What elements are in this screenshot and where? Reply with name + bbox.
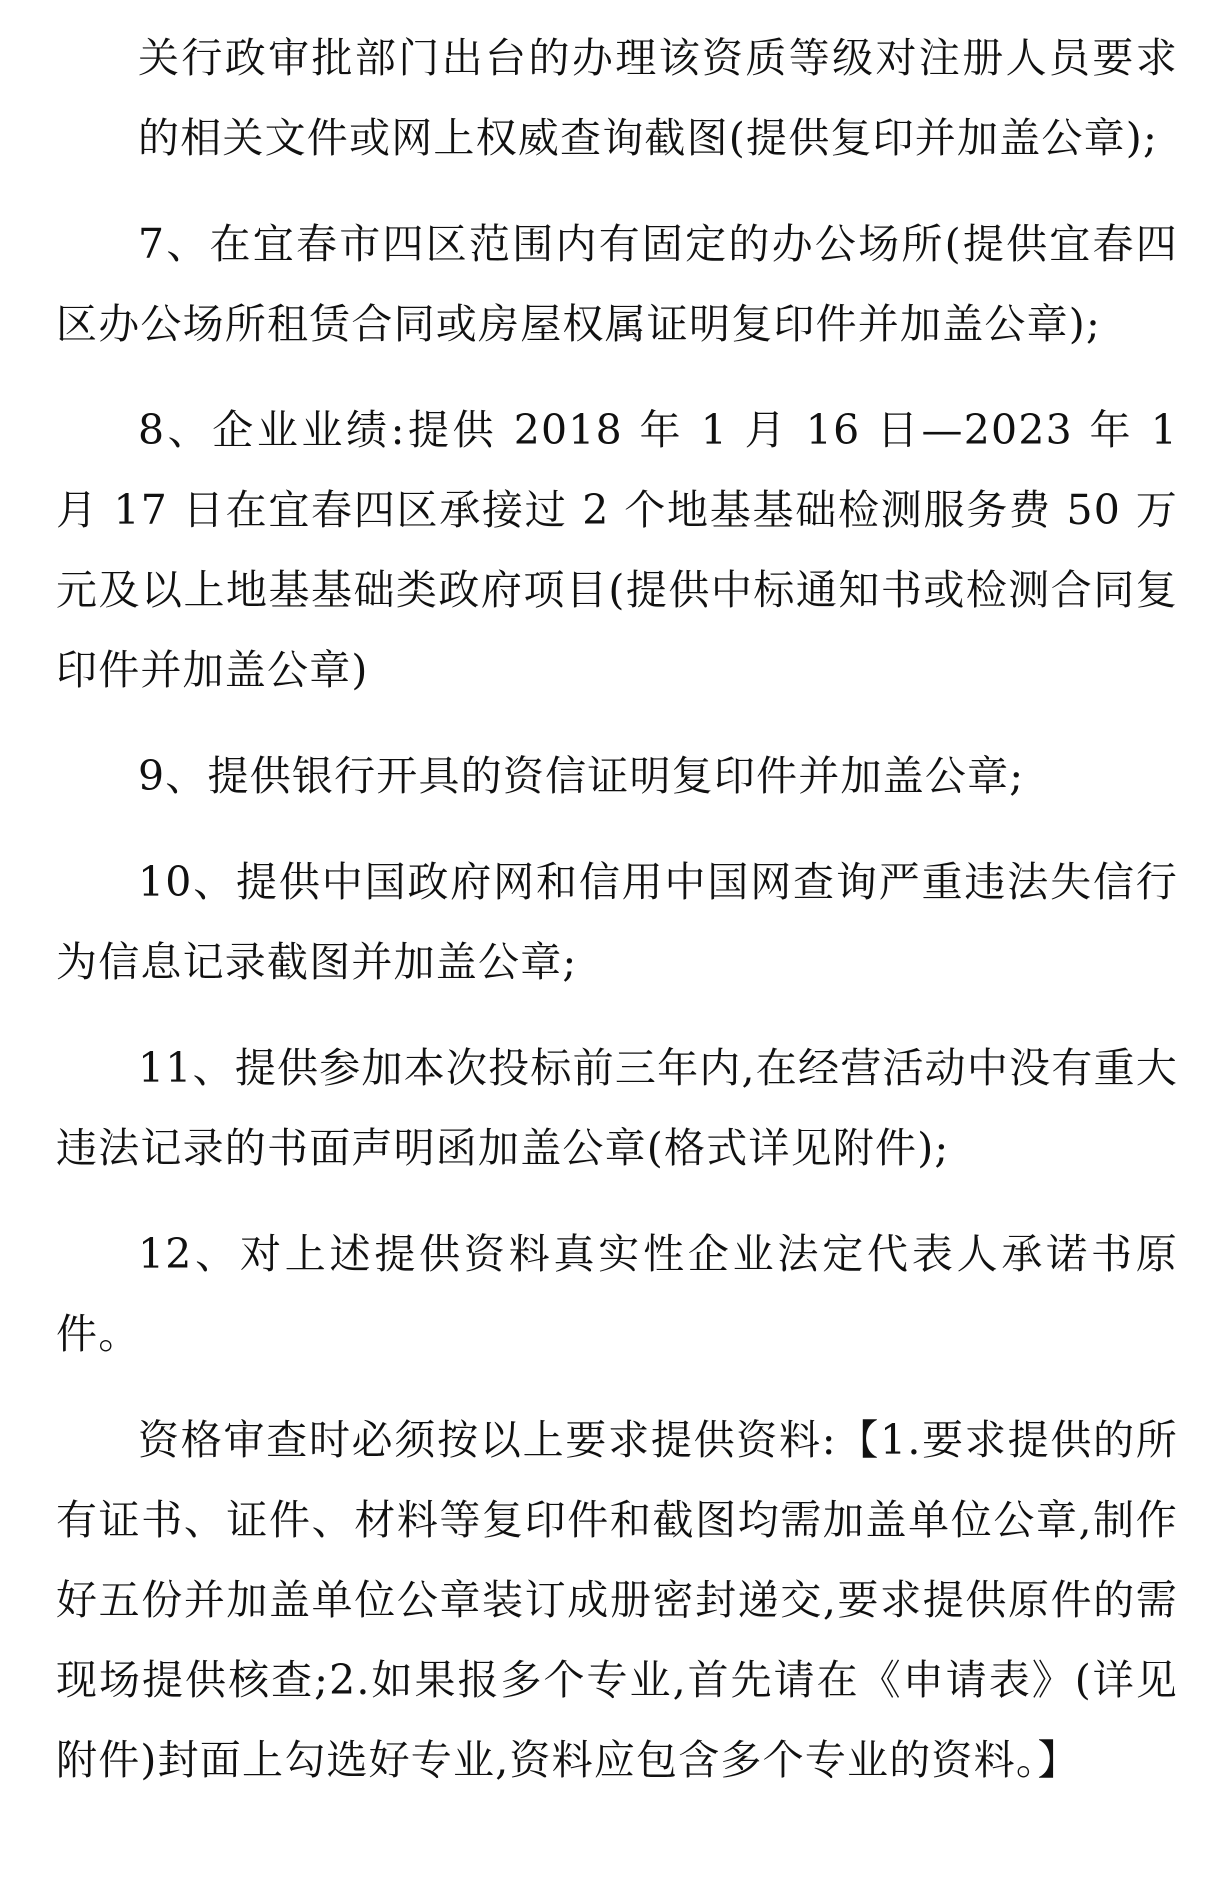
paragraph-item-8-performance: 8、企业业绩:提供 2018 年 1 月 16 日—2023 年 1 月 17 日在宜春四区承接过 2 个地基基础检测服务费 50 万元及以上地基基础类政府项目(提供中标通知书或检测合同复印件并加盖公章) — [56, 406, 1178, 694]
paragraph-item-7-office: 7、在宜春市四区范围内有固定的办公场所(提供宜春四区办公场所租赁合同或房屋权属证明复印件并加盖公章); — [56, 220, 1178, 348]
paragraph-item-6-continued: 关行政审批部门出台的办理该资质等级对注册人员要求的相关文件或网上权威查询截图(提供复印并加盖公章); — [138, 34, 1178, 162]
paragraph-item-9-bank-credit: 9、提供银行开具的资信证明复印件并加盖公章; — [138, 752, 1025, 800]
paragraph-item-12-commitment: 12、对上述提供资料真实性企业法定代表人承诺书原件。 — [56, 1230, 1178, 1358]
paragraph-qualification-review: 资格审查时必须按以上要求提供资料:【1.要求提供的所有证书、证件、材料等复印件和截图均需加盖单位公章,制作好五份并加盖单位公章装订成册密封递交,要求提供原件的需现场提供核查;2.如果报多个专业,首先请在《申请表》(详见附件)封面上勾选好专业,资料应包含多个专业的资料。】 — [56, 1416, 1178, 1784]
paragraph-item-11-no-violation: 11、提供参加本次投标前三年内,在经营活动中没有重大违法记录的书面声明函加盖公章(格式详见附件); — [56, 1044, 1178, 1172]
paragraph-item-10-credit-record: 10、提供中国政府网和信用中国网查询严重违法失信行为信息记录截图并加盖公章; — [56, 858, 1178, 986]
